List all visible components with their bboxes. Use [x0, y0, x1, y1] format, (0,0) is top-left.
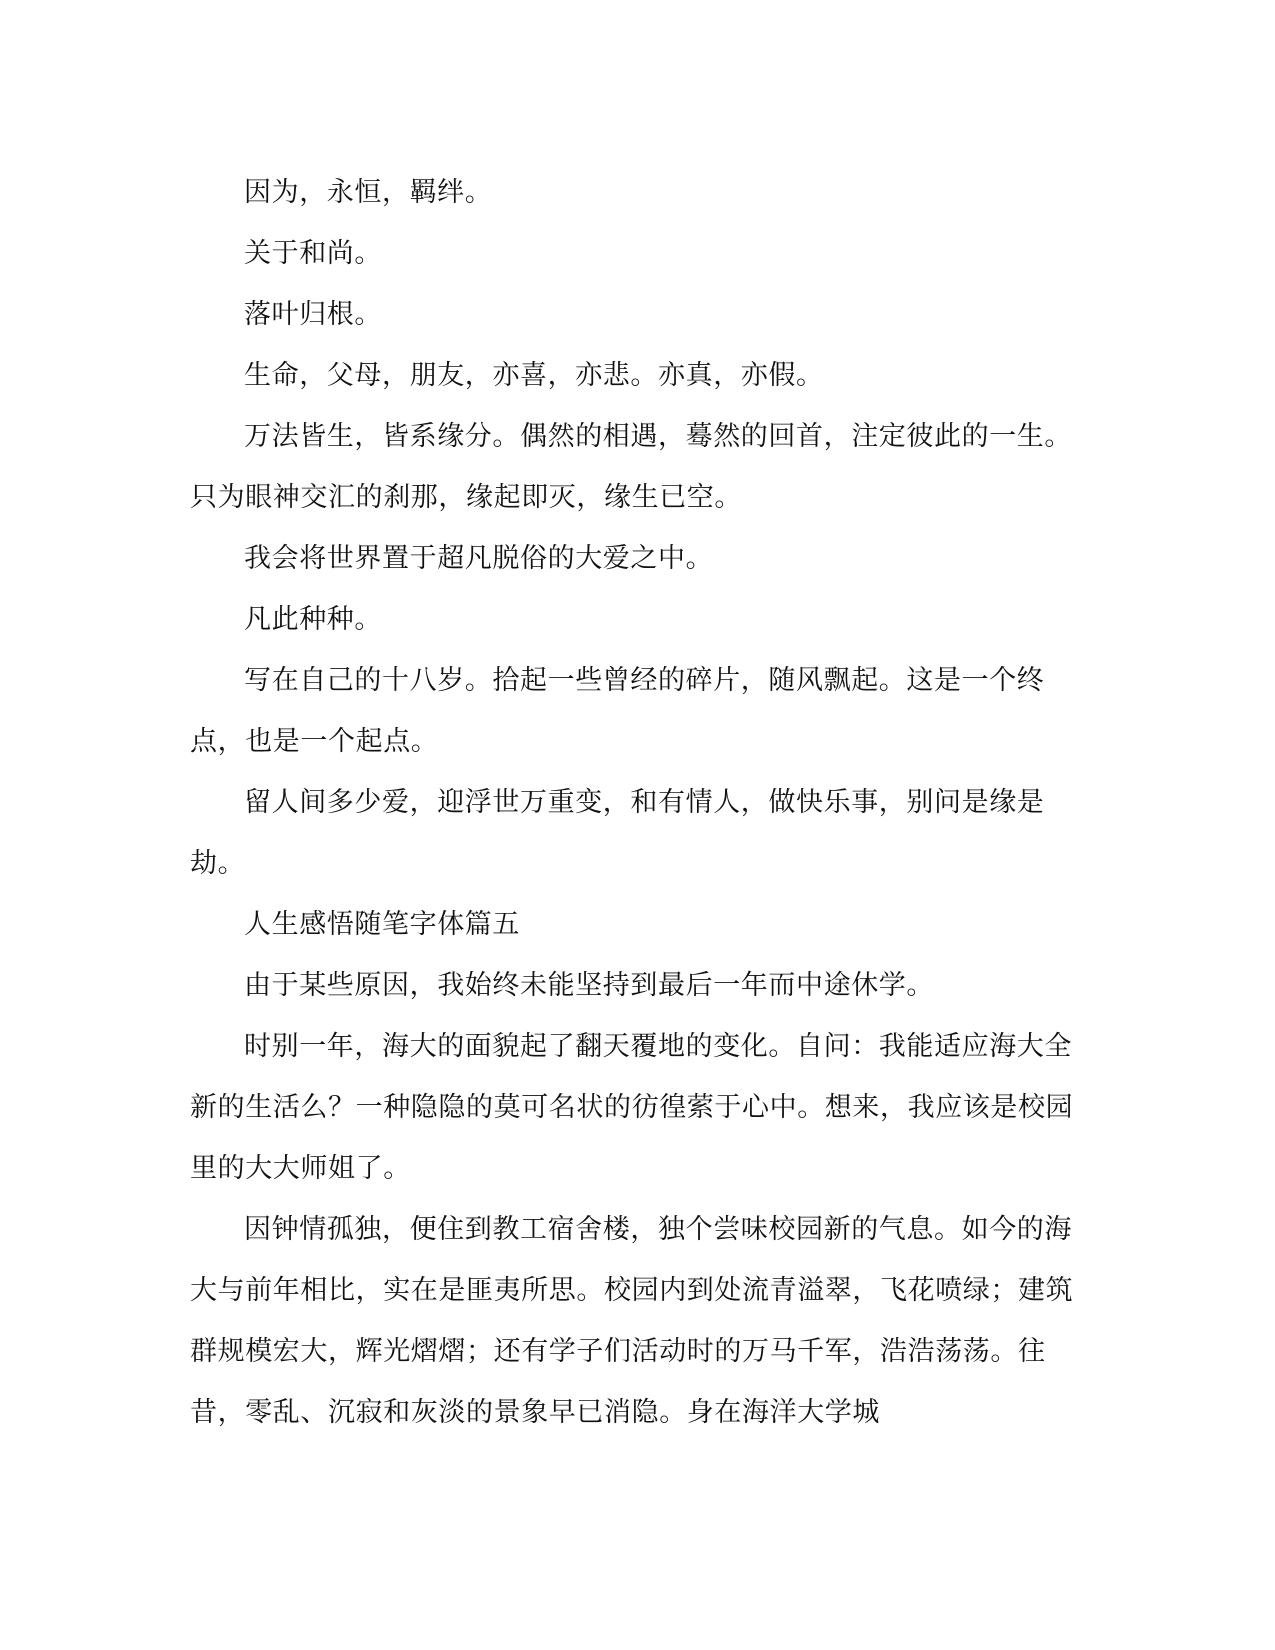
paragraph: 万法皆生，皆系缘分。偶然的相遇，蓦然的回首，注定彼此的一生。只为眼神交汇的刹那，缘起即灭，缘生已空。 [190, 421, 1072, 513]
paragraph: 凡此种种。 [244, 604, 382, 635]
section-heading: 人生感悟随笔字体篇五 [244, 909, 520, 940]
paragraph: 写在自己的十八岁。拾起一些曾经的碎片，随风飘起。这是一个终点，也是一个起点。 [190, 665, 1045, 757]
paragraph: 生命，父母，朋友，亦喜，亦悲。亦真，亦假。 [244, 360, 824, 391]
paragraph: 因钟情孤独，便住到教工宿舍楼，独个尝味校园新的气息。如今的海大与前年相比，实在是匪夷所思。校园内到处流青溢翠，飞花喷绿；建筑群规模宏大，辉光熠熠；还有学子们活动时的万马千军，浩浩荡荡。往昔，零乱、沉寂和灰淡的景象早已消隐。身在海洋大学城 [190, 1214, 1074, 1428]
paragraph: 因为，永恒，羁绊。 [244, 177, 493, 208]
paragraph: 关于和尚。 [244, 238, 382, 269]
document-body [190, 162, 1080, 1443]
paragraph: 时别一年，海大的面貌起了翻天覆地的变化。自问：我能适应海大全新的生活么？一种隐隐的莫可名状的彷徨萦于心中。想来，我应该是校园里的大大师姐了。 [190, 1031, 1074, 1184]
paragraph: 由于某些原因，我始终未能坚持到最后一年而中途休学。 [244, 970, 934, 1001]
paragraph: 我会将世界置于超凡脱俗的大爱之中。 [244, 543, 714, 574]
paragraph: 留人间多少爱，迎浮世万重变，和有情人，做快乐事，别问是缘是劫。 [190, 787, 1045, 879]
paragraph: 落叶归根。 [244, 299, 382, 330]
